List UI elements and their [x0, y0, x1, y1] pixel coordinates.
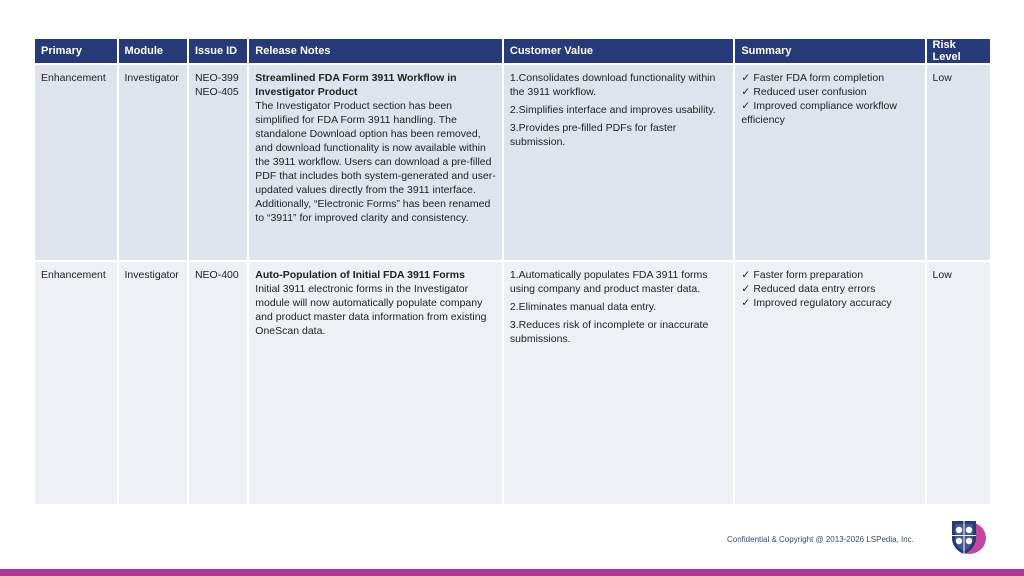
- header-release-notes: Release Notes: [249, 39, 502, 63]
- check-icon: ✓: [741, 86, 751, 98]
- header-module: Module: [119, 39, 187, 63]
- cell-module: Investigator: [119, 262, 187, 504]
- table-header-row: [35, 39, 990, 63]
- release-note-body: The Investigator Product section has been simplified for FDA Form 3911 handling. The standalone Download option has been removed, and download functionality is now available within the 3911 workflow. Users can download a pre-filled PDF that includes both system-generated and user-updated values directly from the 3911 interface. Additionally, “Electronic Forms” has been renamed to “3911” for improved clarity and consistency.: [255, 100, 496, 224]
- cell-issue-id: [189, 262, 247, 504]
- cell-customer-value: [504, 65, 733, 260]
- cell-summary: [735, 65, 924, 260]
- cell-summary: [735, 262, 924, 504]
- cell-primary: Enhancement: [35, 65, 117, 260]
- cell-risk-level: Low: [927, 262, 990, 504]
- cell-module: Investigator: [119, 65, 187, 260]
- check-icon: ✓: [741, 283, 751, 295]
- copyright-text: Confidential & Copyright @ 2013-2026 LSPedia, Inc.: [727, 535, 914, 544]
- cell-issue-id: [189, 65, 247, 260]
- header-customer-value: Customer Value: [504, 39, 733, 63]
- issue-id: NEO-399: [194, 72, 239, 84]
- summary-item: ✓ Faster form preparation: [741, 269, 864, 281]
- check-icon: ✓: [741, 100, 751, 112]
- issue-id: NEO-400: [194, 269, 239, 281]
- customer-value-item: 2.Simplifies interface and improves usability.: [509, 104, 716, 116]
- release-note-body: Initial 3911 electronic forms in the Investigator module will now automatically populate company and product master data information from existing OneScan data.: [255, 283, 487, 337]
- summary-item: ✓ Faster FDA form completion: [741, 72, 885, 84]
- check-icon: ✓: [741, 297, 751, 309]
- issue-id: NEO-405: [194, 86, 239, 98]
- bottom-accent-bar: [0, 569, 1024, 576]
- release-note-title: Auto-Population of Initial FDA 3911 Forms: [255, 269, 465, 281]
- cell-release-notes: [249, 65, 502, 260]
- summary-item: ✓ Improved regulatory accuracy: [741, 297, 892, 309]
- customer-value-item: 3.Provides pre-filled PDFs for faster submission.: [509, 122, 677, 148]
- header-summary: Summary: [735, 39, 924, 63]
- table-row: [35, 262, 990, 504]
- cell-customer-value: [504, 262, 733, 504]
- release-notes-table: [33, 37, 992, 506]
- customer-value-item: 2.Eliminates manual data entry.: [509, 301, 657, 313]
- customer-value-item: 3.Reduces risk of incomplete or inaccurate submissions.: [509, 319, 709, 345]
- customer-value-item: 1.Consolidates download functionality within the 3911 workflow.: [509, 72, 716, 98]
- summary-item: ✓ Reduced user confusion: [741, 86, 867, 98]
- summary-item: ✓ Reduced data entry errors: [741, 283, 876, 295]
- check-icon: ✓: [741, 269, 751, 281]
- customer-value-item: 1.Automatically populates FDA 3911 forms using company and product master data.: [509, 269, 708, 295]
- header-issue-id: Issue ID: [189, 39, 247, 63]
- release-note-title: Streamlined FDA Form 3911 Workflow in Investigator Product: [255, 72, 457, 98]
- cell-release-notes: [249, 262, 502, 504]
- summary-item: ✓ Improved compliance workflow efficiency: [741, 100, 897, 126]
- check-icon: ✓: [741, 72, 751, 84]
- cell-primary: Enhancement: [35, 262, 117, 504]
- table-row: [35, 65, 990, 260]
- header-primary: Primary: [35, 39, 117, 63]
- company-logo-icon: [944, 516, 988, 558]
- header-risk-level: Risk Level: [927, 39, 990, 63]
- cell-risk-level: Low: [927, 65, 990, 260]
